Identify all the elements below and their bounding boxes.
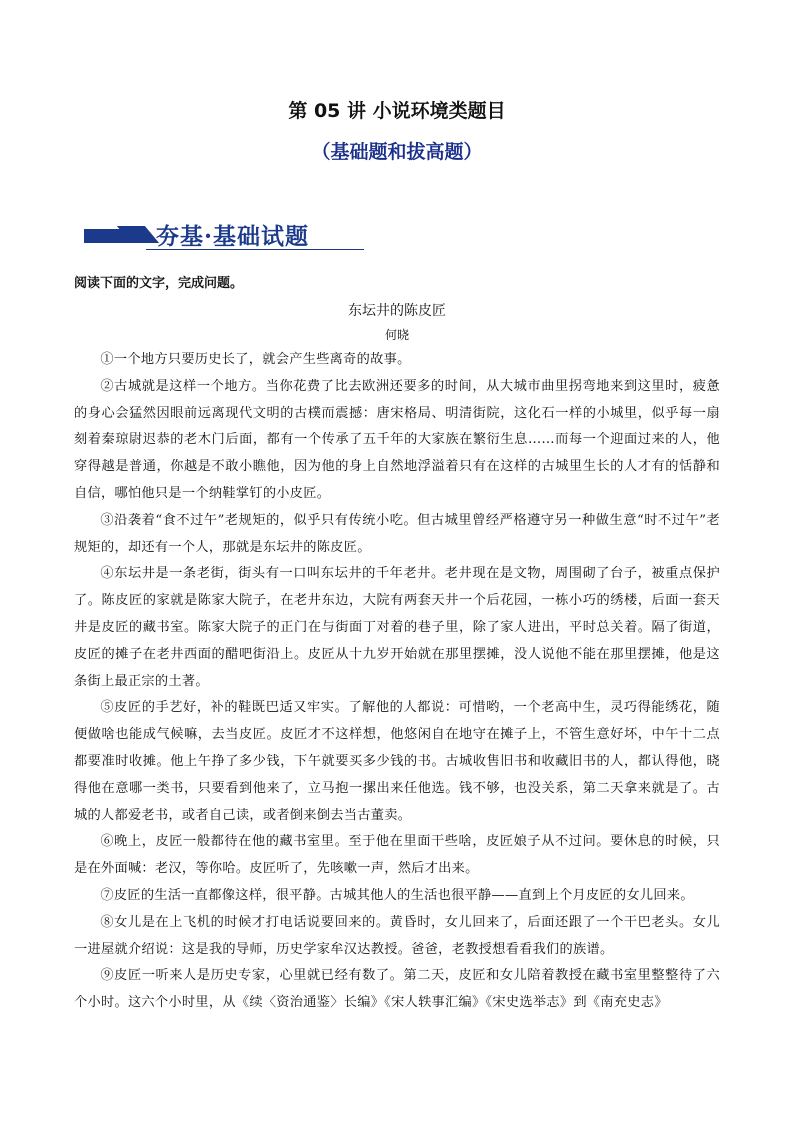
- section-header: [84, 218, 364, 254]
- paragraph: ②古城就是这样一个地方。当你花费了比去欧洲还要多的时间，从大城市曲里拐弯地来到这里时，疲惫的身心会猛然因眼前远离现代文明的古樸而震撼：唐宋格局、明清街院，这化石一样的小城里，似乎每一扇刻着秦琼尉迟恭的老木门后面，都有一个传承了五千年的大家族在繁衍生息……而每一个迎面过来的人，他穿得越是普通，你越是不敢小瞧他，因为他的身上自然地浮溢着只有在这样的古城里生长的人才有的恬静和自信，哪怕他只是一个纳鞋掌钉的小皮匠。: [74, 378, 720, 501]
- story-body: [74, 347, 720, 1017]
- question-instruction: 阅读下面的文字，完成问题。: [74, 276, 244, 291]
- page-title: 第 05 讲 小说环境类题目: [288, 100, 506, 122]
- story-author: 何晓: [384, 328, 409, 342]
- story-title: 东坛井的陈皮匠: [348, 303, 446, 319]
- section-title: 夯基·基础试题: [156, 223, 310, 250]
- paragraph: ⑥晚上，皮匠一般都待在他的藏书室里。至于他在里面干些啥，皮匠娘子从不过问。要休息的时候，只是在外面喊：老汉，等你哈。皮匠听了，先咳嗽一声，然后才出来。: [74, 834, 720, 877]
- page-subtitle: （基础题和拔高题）: [311, 141, 483, 163]
- paragraph: ⑧女儿是在上飞机的时候才打电话说要回来的。黄昏时，女儿回来了，后面还跟了一个干巴老头。女儿一进屋就介绍说：这是我的导师，历史学家牟汉达教授。爸爸，老教授想看看我们的族谱。: [74, 914, 720, 957]
- paragraph: ①一个地方只要历史长了，就会产生些离奇的故事。: [100, 352, 411, 367]
- paragraph: ⑤皮匠的手艺好，补的鞋既巴适又牢实。了解他的人都说：可惜哟，一个老高中生，灵巧得能绣花，随便做啥也能成气候嘛，去当皮匠。皮匠才不这样想，他悠闲自在地守在摊子上，不管生意好坏，中午十二点都要准时收摊。他上午挣了多少钱，下午就要买多少钱的书。古城收售旧书和收藏旧书的人，都认得他，晓得他在意哪一类书，只要看到他来了，立马抱一摞出来任他选。钱不够，也没关系，第二天拿来就是了。古城的人都爱老书，或者自己读，或者倒来倒去当古董卖。: [74, 700, 720, 823]
- paragraph: ⑨皮匠一听来人是历史专家，心里就已经有数了。第二天，皮匠和女儿陪着教授在藏书室里整整待了六个小时。这六个小时里，从《续〈资治通鉴〉长编》《宋人轶事汇编》《宋史选举志》到《南充史志》: [74, 968, 720, 1011]
- paragraph: ③沿袭着“食不过午”老规矩的，似乎只有传统小吃。但古城里曾经严格遵守另一种做生意“时不过午”老规矩的，却还有一个人，那就是东坛井的陈皮匠。: [74, 512, 720, 555]
- paragraph: ④东坛井是一条老街，街头有一口叫东坛井的千年老井。老井现在是文物，周围砌了台子，被重点保护了。陈皮匠的家就是陈家大院子，在老井东边，大院有两套天井一个后花园，一栋小巧的绣楼，后面一套天井是皮匠的藏书室。陈家大院子的正门在与街面丁对着的巷子里，除了家人进出，平时总关着。隔了街道，皮匠的摊子在老井西面的醋吧街沿上。皮匠从十九岁开始就在那里摆摊，没人说他不能在那里摆摊，他是这条街上最正宗的土著。: [74, 566, 720, 689]
- paragraph: ⑦皮匠的生活一直都像这样，很平静。古城其他人的生活也很平静——直到上个月皮匠的女儿回来。: [100, 887, 694, 903]
